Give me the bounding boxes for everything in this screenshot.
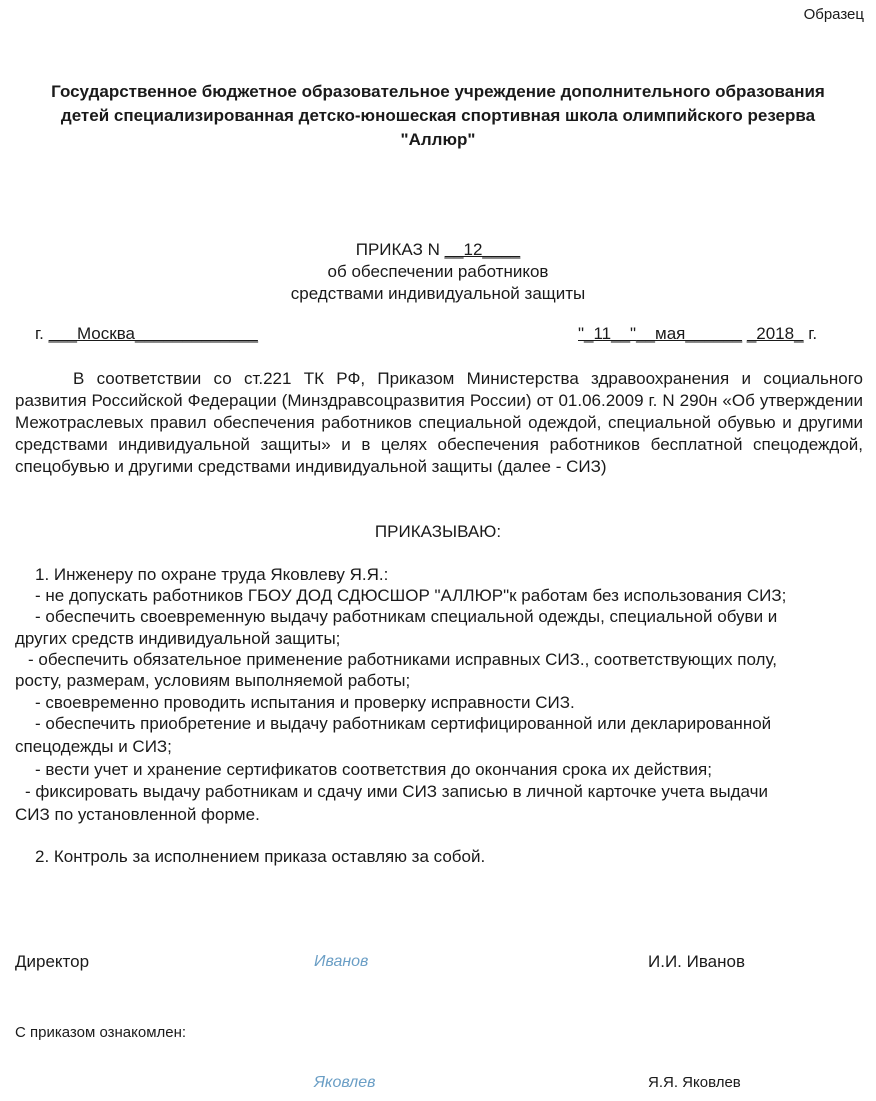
preamble-paragraph: В соответствии со ст.221 ТК РФ, Приказом Министерства здравоохранения и социального развития Российской Федерации (Минздравсоцразвития России) от 01.06.2009 г. N 290н «Об утверждении Межотраслевых правил обеспечения работников специальной одеждой, специальной обувью и другими средствами индивидуальной защиты» и в целях обеспечения работников бесплатной спецодеждой, спецобувью и другими средствами индивидуальной защиты (далее - СИЗ) xyxy=(15,369,863,476)
list-item-2: 2. Контроль за исполнением приказа оставляю за собой. xyxy=(35,847,486,866)
list-item-1-duty-1: - не допускать работников ГБОУ ДОД СДЮСШОР "АЛЛЮР"к работам без использования СИЗ; xyxy=(35,586,787,605)
organization-line-2: детей специализированная детско-юношеская спортивная школа олимпийского резерва xyxy=(60,106,816,125)
date-year-suffix: г. xyxy=(808,324,818,343)
list-item-1-duty-3-cont: росту, размерам, условиям выполняемой работы; xyxy=(15,671,411,690)
list-item-1-duty-7: - фиксировать выдачу работникам и сдачу ими СИЗ записью в личной карточке учета выдачи xyxy=(25,782,768,801)
date-month: __мая______ xyxy=(636,324,743,343)
list-item-1-duty-5: - обеспечить приобретение и выдачу работникам сертифицированной или декларированной xyxy=(35,714,772,733)
director-signature: Иванов xyxy=(314,953,369,970)
sample-label: Образец xyxy=(803,6,864,23)
date-line xyxy=(578,324,817,344)
date-day: "_11__" xyxy=(578,324,637,343)
city-prefix: г. xyxy=(35,324,44,343)
order-subtitle-1: об обеспечении работников xyxy=(327,262,549,281)
organization-line-3: "Аллюр" xyxy=(400,130,476,149)
city-value: ___Москва_____________ xyxy=(48,324,258,343)
employee-signature: Яковлев xyxy=(314,1074,376,1091)
director-name: И.И. Иванов xyxy=(648,952,745,971)
acquainted-label: С приказом ознакомлен: xyxy=(15,1024,187,1041)
employee-name: Я.Я. Яковлев xyxy=(648,1074,741,1091)
date-year: _2018_ xyxy=(746,324,804,343)
list-item-1-duty-2: - обеспечить своевременную выдачу работникам специальной одежды, специальной обуви и xyxy=(35,607,778,626)
order-title xyxy=(0,240,876,260)
list-item-1-duty-3: - обеспечить обязательное применение работниками исправных СИЗ., соответствующих полу, xyxy=(28,650,777,669)
order-subtitle-2: средствами индивидуальной защиты xyxy=(290,284,586,303)
order-number: __12____ xyxy=(444,240,521,259)
list-item-1-duty-5-cont: спецодежды и СИЗ; xyxy=(15,737,172,756)
command-heading: ПРИКАЗЫВАЮ: xyxy=(374,522,502,541)
organization-line-1: Государственное бюджетное образовательное учреждение дополнительного образования xyxy=(51,82,825,101)
list-item-1-duty-7-cont: СИЗ по установленной форме. xyxy=(15,805,260,824)
director-label: Директор xyxy=(15,952,90,971)
order-title-prefix: ПРИКАЗ N xyxy=(355,240,440,259)
list-item-1-duty-6: - вести учет и хранение сертификатов соответствия до окончания срока их действия; xyxy=(35,760,712,779)
list-item-1: 1. Инженеру по охране труда Яковлеву Я.Я.: xyxy=(35,565,389,584)
city-line xyxy=(35,324,258,344)
list-item-1-duty-2-cont: других средств индивидуальной защиты; xyxy=(15,629,341,648)
list-item-1-duty-4: - своевременно проводить испытания и проверку исправности СИЗ. xyxy=(35,693,575,712)
